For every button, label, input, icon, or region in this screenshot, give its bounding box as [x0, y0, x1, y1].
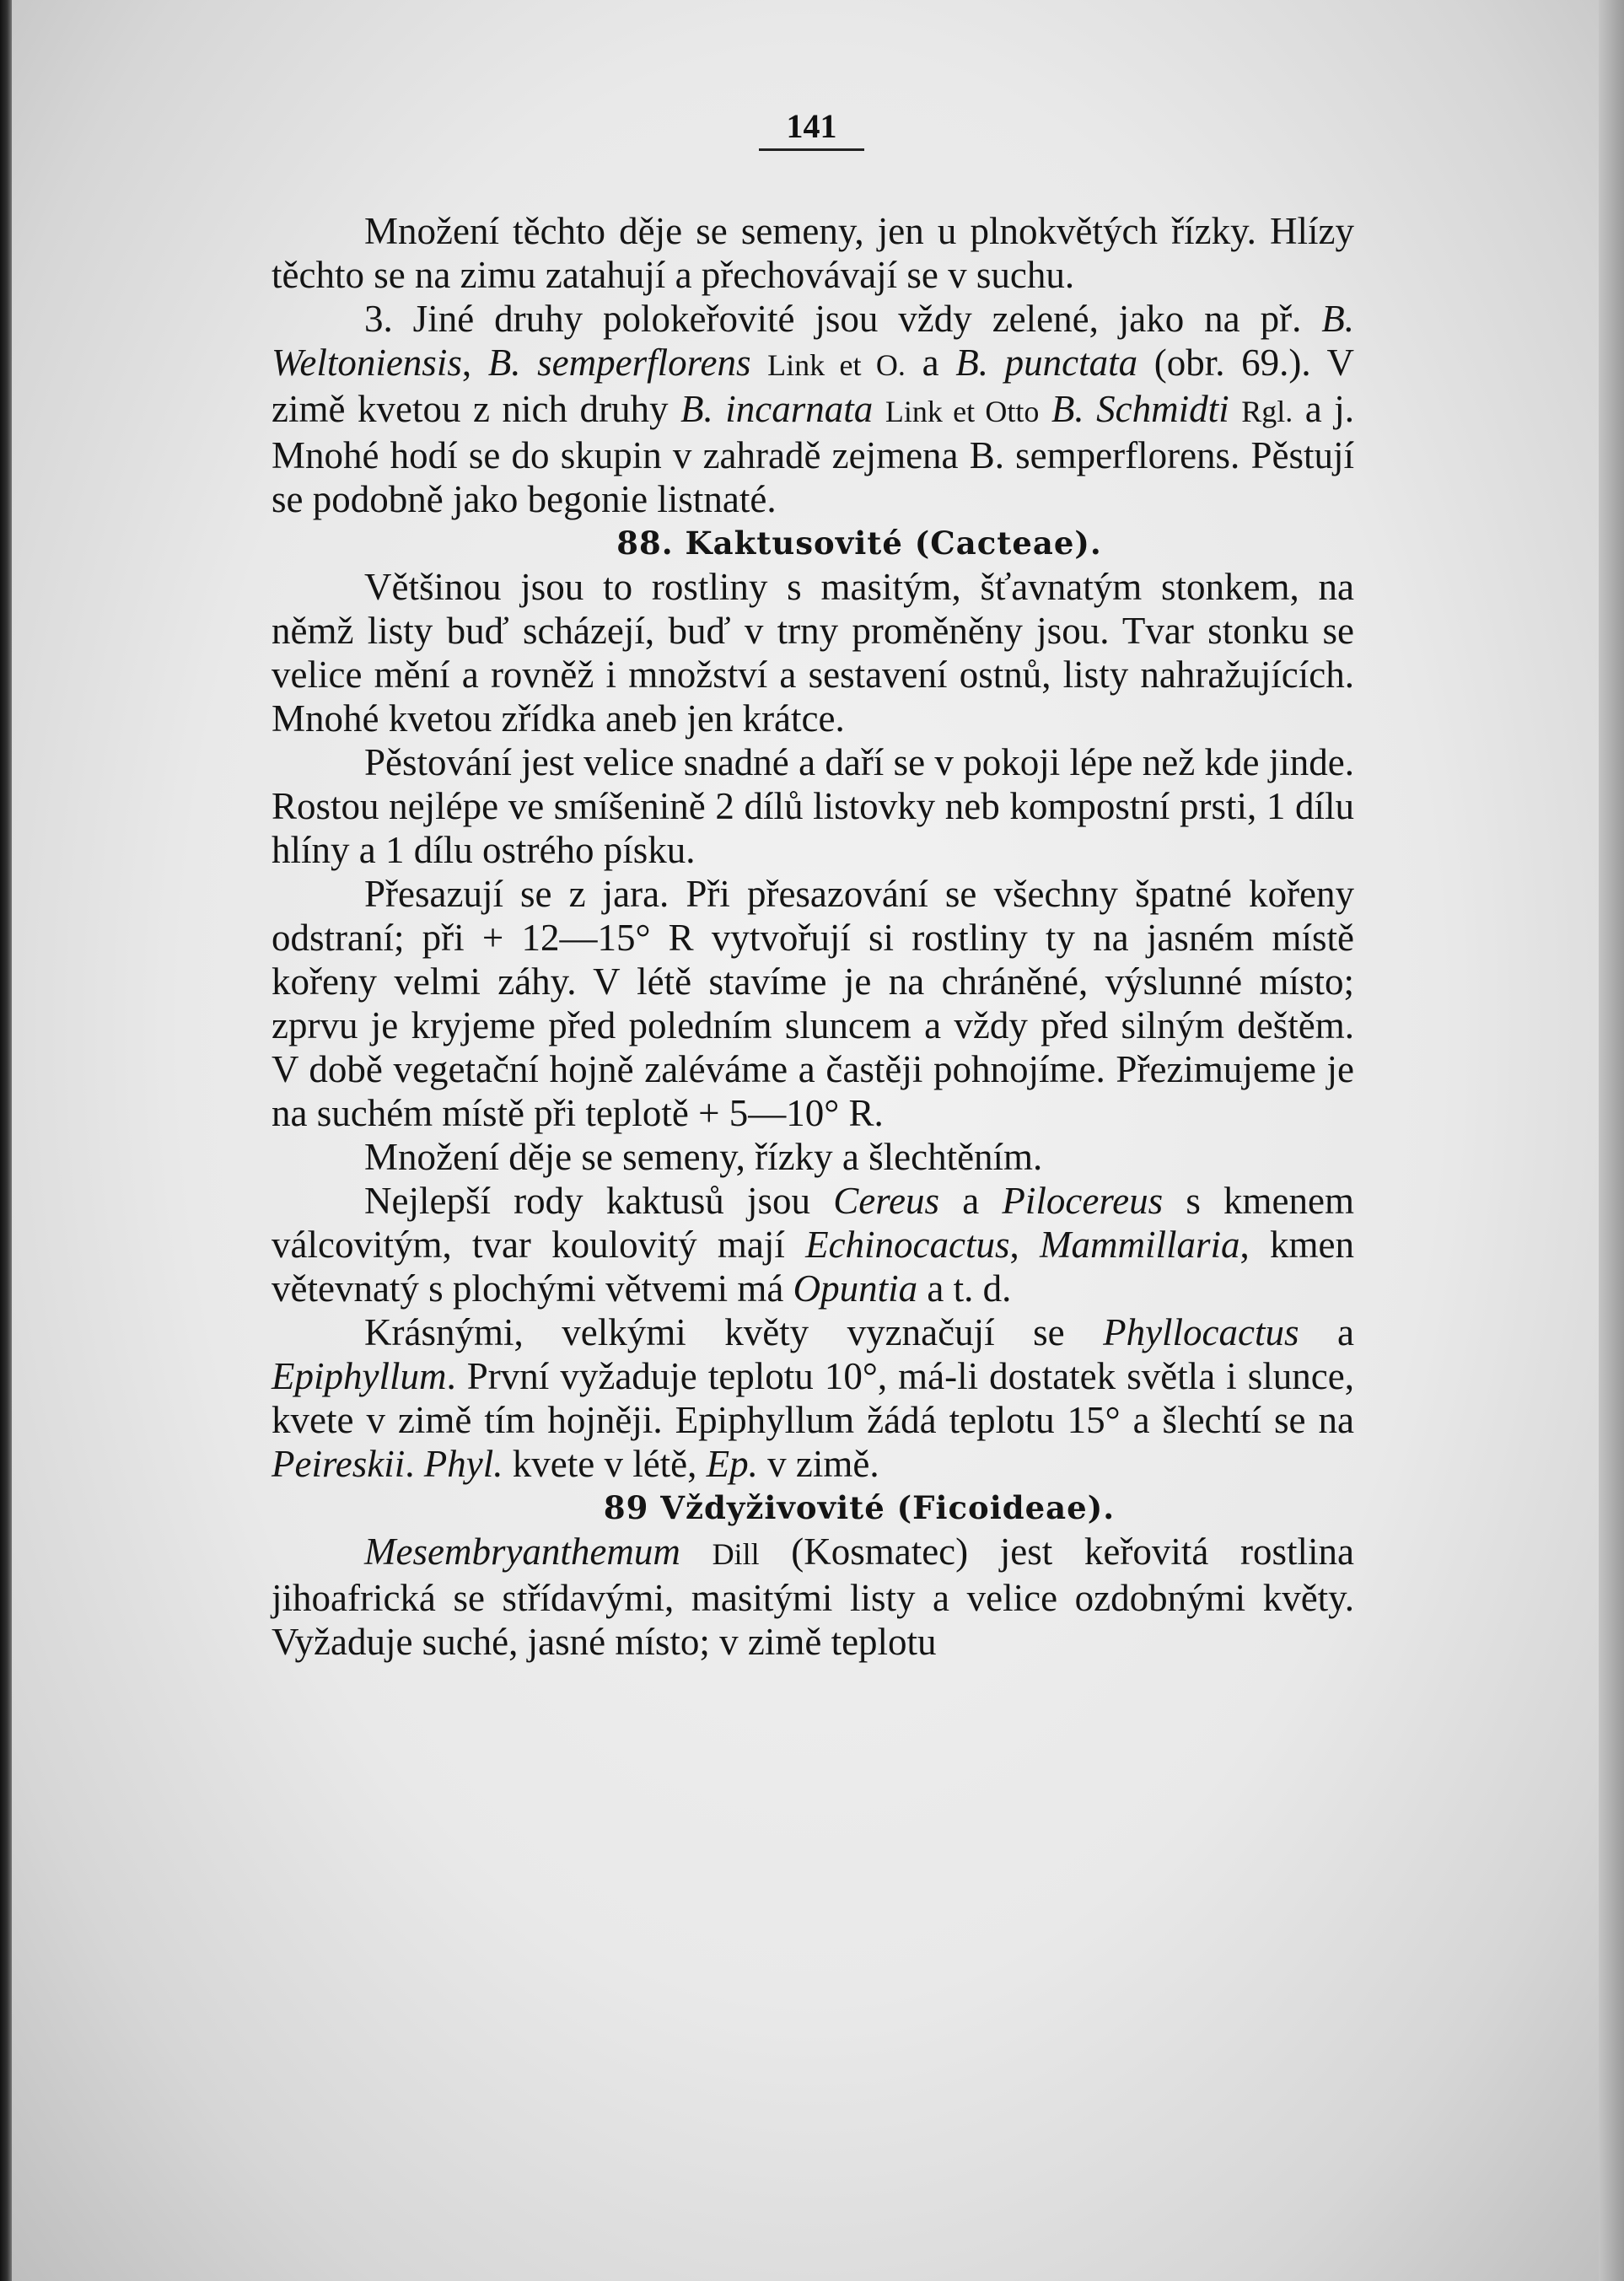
- page-right-edge: [1599, 0, 1624, 2281]
- section-88-paragraph-5: Nejlepší rody kaktusů jsou Cereus a Pilocereus s kmenem válcovitým, tvar koulovitý mají Echinocactus, Mammillaria, kmen větevnatý s plochými větvemi má Opuntia a t. d.: [272, 1180, 1355, 1310]
- section-88-paragraph-1: Většinou jsou to rostliny s masitým, šťavnatým stonkem, na němž listy buď scházejí, buď v trny proměněny jsou. Tvar stonku se velice mění a rovněž i množství a sestavení ostnů, listy nahražujících. Mnohé kvetou zřídka aneb jen krátce.: [272, 566, 1354, 740]
- section-88-heading: 88. Kaktusovité (Cacteae).: [616, 525, 1102, 562]
- section-88-paragraph-4: Množení děje se semeny, řízky a šlechtěním.: [364, 1136, 1043, 1178]
- intro-paragraph-2: 3. Jiné druhy polokeřovité jsou vždy zelené, jako na př. B. Weltoniensis, B. semperflorens Link et O. a B. punctata (obr. 69.). V zimě kvetou z nich druhy B. incarnata Link et Otto B. Schmidti Rgl. a j. Mnohé hodí se do skupin v zahradě zejmena B. semperflorens. Pěstují se podobně jako begonie listnaté.: [272, 298, 1354, 520]
- section-88-paragraph-2: Pěstování jest velice snadné a daří se v pokoji lépe než kde jinde. Rostou nejlépe ve smíšenině 2 dílů listovky neb kompostní prsti, 1 dílu hlíny a 1 dílu ostrého písku.: [272, 741, 1354, 871]
- section-89-heading: 89 Vždyživovité (Ficoideae).: [603, 1489, 1116, 1526]
- page-number: 141: [786, 107, 837, 145]
- section-89-paragraph-1: Mesembryanthemum Dill (Kosmatec) jest keřovitá rostlina jihoafrická se střídavými, masitými listy a velice ozdobnými květy. Vyžaduje suché, jasné místo; v zimě teplotu: [272, 1531, 1355, 1663]
- page-number-rule: [759, 148, 864, 151]
- section-88-paragraph-3: Přesazují se z jara. Při přesazování se všechny špatné kořeny odstraní; při + 12—15° R vytvořují si rostliny ty na jasném místě kořeny velmi záhy. V létě stavíme je na chráněné, výslunné místo; zprvu je kryjeme před poledním sluncem a vždy před silným deštěm. V době vegetační hojně zaléváme a častěji pohnojíme. Přezimujeme je na suchém místě při teplotě + 5—10° R.: [272, 873, 1354, 1134]
- section-88-paragraph-6: Krásnými, velkými květy vyznačují se Phyllocactus a Epiphyllum. První vyžaduje teplotu 10°, má-li dostatek světla i slunce, kvete v zimě tím hojněji. Epiphyllum žádá teplotu 15° a šlechtí se na Peireskii. Phyl. kvete v létě, Ep. v zimě.: [272, 1311, 1354, 1485]
- page-left-edge: [0, 0, 12, 2281]
- page-body: [272, 209, 1354, 1664]
- intro-paragraph-1: Množení těchto děje se semeny, jen u plnokvětých řízky. Hlízy těchto se na zimu zatahují a přechovávají se v suchu.: [272, 210, 1354, 296]
